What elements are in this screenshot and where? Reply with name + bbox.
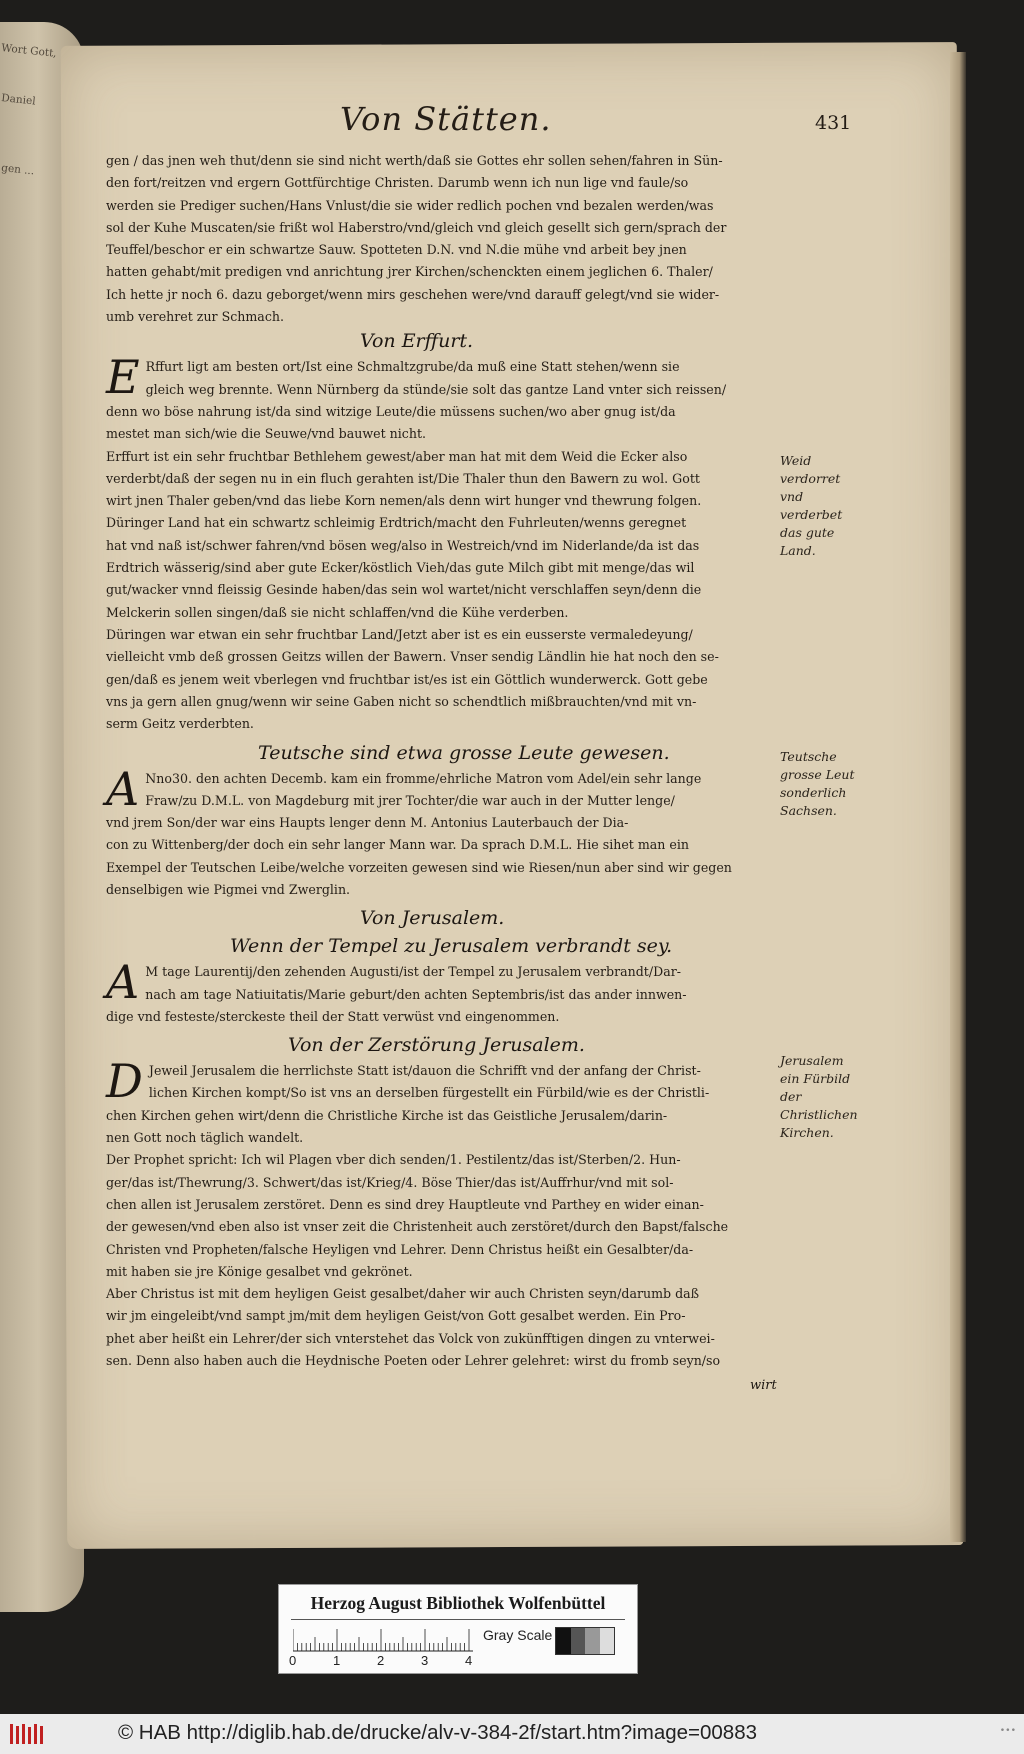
text-line: chen Kirchen gehen wirt/denn die Christliche Kirche ist das Geistliche Jerusalem/darin- — [106, 1107, 668, 1123]
gray-swatch — [571, 1628, 586, 1654]
text-line: wir jm eingeleibt/vnd sampt jm/mit dem heyligen Geist/von Gott gesalbet werden. Ein Pro- — [106, 1308, 686, 1324]
card-divider — [291, 1619, 625, 1620]
library-color-card — [278, 1584, 638, 1674]
text-line: sol der Kuhe Muscaten/sie frißt wol Haberstro/vnd/gleich vnd gleich gesellt sich gern/sprach der — [106, 219, 727, 235]
text-line: Exempel der Teutschen Leibe/welche vorzeiten gewesen sind wie Riesen/nun aber sind wir gegen — [106, 859, 732, 875]
text-line: serm Geitz verderbten. — [106, 716, 254, 732]
drop-capital: A — [106, 761, 140, 816]
text-line: werden sie Prediger suchen/Hans Vnlust/die sie wider redlich pochen vnd bezalen werden/was — [106, 197, 714, 213]
gray-swatch — [556, 1628, 571, 1654]
left-page-fragment: Wort Gott, — [0, 42, 58, 60]
text-line: gen / das jnen weh thut/denn sie sind nicht werth/daß sie Gottes ehr sollen sehen/fahren in Sün- — [106, 153, 723, 168]
ruler-number: 3 — [421, 1653, 429, 1668]
text-line: Düringen war etwan ein sehr fruchtbar Land/Jetzt aber ist es ein eusserste vermaledeyung/ — [106, 626, 693, 642]
page-edge — [950, 52, 966, 1542]
text-line: Aber Christus ist mit dem heyligen Geist gesalbet/daher wir auch Christen seyn/darumb daß — [106, 1286, 700, 1302]
section-text-block — [106, 761, 786, 902]
drop-capital: A — [106, 955, 140, 1010]
gray-scale-label: Gray Scale — [483, 1627, 553, 1643]
text-line: denselbigen wie Pigmei vnd Zwerglin. — [106, 881, 351, 897]
section-text-block — [106, 1054, 786, 1372]
section-heading: Von Erffurt. — [360, 330, 474, 353]
drop-capital: D — [106, 1054, 143, 1109]
margin-note: Weid verdorret vnd verderbet das gute Land. — [780, 453, 843, 558]
text-line: lichen Kirchen kompt/So ist vns an derselben fürgestellt ein Fürbild/wie es der Christli- — [148, 1085, 710, 1101]
text-line: den fort/reitzen vnd ergern Gottfürchtige Christen. Darumb wenn ich nun lige vnd faule/so — [106, 175, 689, 191]
text-line: con zu Wittenberg/der doch ein sehr langer Mann war. Da sprach D.M.L. Hie sihet man ein — [106, 837, 690, 853]
text-line: sen. Denn also haben auch die Heydnische Poeten oder Lehrer gelehret: wirst du fromb seyn/so — [106, 1353, 721, 1369]
text-line: ger/das ist/Thewrung/3. Schwert/das ist/Krieg/4. Böse Thier/das ist/Auffrhur/vnd mit sol- — [106, 1174, 674, 1190]
text-line: dige vnd festeste/sterckeste theil der Statt verwüst vnd eingenommen. — [106, 1008, 560, 1024]
text-line: denn wo böse nahrung ist/da sind witzige Leute/die müssens suchen/wo aber gnug ist/da — [106, 403, 676, 419]
text-line: Nno30. den achten Decemb. kam ein fromme/ehrliche Matron vom Adel/ein sehr lange — [145, 770, 702, 786]
left-page-fragment: gen ... — [0, 162, 35, 178]
text-line: Teuffel/beschor er ein schwartze Sauw. Spotteten D.N. vnd N.die mühe vnd arbeit bey jnen — [106, 242, 687, 258]
text-line: nach am tage Natiuitatis/Marie geburt/den achten Septembris/ist das ander innwen- — [145, 986, 687, 1002]
ruler-number: 0 — [289, 1653, 297, 1668]
text-line: Der Prophet spricht: Ich wil Plagen vber dich senden/1. Pestilentz/das ist/Sterben/2. Hun- — [106, 1152, 681, 1168]
intro-text-block — [106, 150, 786, 328]
left-page-fragment: Daniel — [0, 92, 37, 108]
section-text-block — [106, 955, 786, 1028]
section-heading: Von Jerusalem. — [360, 907, 505, 930]
drop-capital: E — [106, 350, 140, 405]
text-line: nen Gott noch täglich wandelt. — [106, 1130, 304, 1146]
text-line: Jeweil Jerusalem die herrlichste Statt ist/dauon die Schrifft vnd der anfang der Christ- — [148, 1063, 701, 1079]
gray-swatch — [585, 1628, 600, 1654]
text-line: wirt jnen Thaler geben/vnd das liebe Korn nemen/als denn wirt hunger vnd thewrung folgen. — [106, 493, 702, 509]
text-line: vielleicht vmb deß grossen Geitzs willen der Bawern. Vnser sendig Ländlin hie hat noch den se- — [106, 649, 719, 665]
section-heading: Wenn der Tempel zu Jerusalem verbrandt sey. — [230, 935, 673, 958]
section-heading: Von der Zerstörung Jerusalem. — [288, 1034, 585, 1057]
text-line: Düringer Land hat ein schwartz schleimig Erdtrich/macht den Fuhrleuten/wenns geregnet — [106, 515, 687, 531]
text-line: mit haben sie jre Könige gesalbet vnd gekrönet. — [106, 1263, 413, 1279]
text-line: umb verehret zur Schmach. — [106, 309, 284, 325]
text-line: vnd jrem Son/der war eins Haupts lenger denn M. Antonius Lauterbauch der Dia- — [106, 815, 629, 831]
text-line: Fraw/zu D.M.L. von Magdeburg mit jrer Tochter/die war auch in der Mutter lenge/ — [145, 792, 675, 808]
text-line: gleich weg brennte. Wenn Nürnberg da stünde/sie solt das gantze Land vnter sich reissen/ — [145, 381, 727, 397]
section-heading: Teutsche sind etwa grosse Leute gewesen. — [258, 741, 670, 764]
text-line: chen allen ist Jerusalem zerstöret. Denn es sind drey Hauptleute vnd Parthey en wider einan- — [106, 1196, 704, 1212]
catchword: wirt — [750, 1378, 777, 1394]
text-line: Ich hette jr noch 6. dazu geborget/wenn mirs geschehen were/vnd darauff gelegt/vnd sie wider- — [106, 286, 720, 302]
margin-note: Jerusalem ein Fürbild der Christlichen Kirchen. — [780, 1053, 858, 1140]
ruler-number: 2 — [377, 1653, 385, 1668]
text-line: gut/wacker vnnd fleissig Gesinde haben/das sein wol wartet/nicht verschlaffen seyn/denn die — [106, 582, 702, 598]
hab-logo-icon — [8, 1722, 48, 1746]
text-line: Melckerin sollen singen/daß sie nicht schlaffen/vnd die Kühe verderben. — [106, 604, 569, 620]
text-line: Rffurt ligt am besten ort/Ist eine Schmaltzgrube/da muß eine Statt stehen/wenn sie — [145, 359, 680, 375]
page-number: 431 — [815, 112, 852, 134]
text-line: M tage Laurentij/den zehenden Augusti/ist der Tempel zu Jerusalem verbrandt/Dar- — [145, 964, 681, 980]
ruler-number: 1 — [333, 1653, 341, 1668]
section-text-block — [106, 350, 786, 735]
text-line: mestet man sich/wie die Seuwe/vnd bauwet nicht. — [106, 426, 427, 442]
text-line: vns ja gern allen gnug/wenn wir seine Gaben nicht so schendtlich mißbrauchten/vnd mit vn- — [106, 693, 697, 709]
ruler-scale — [293, 1627, 473, 1653]
footer-bar — [0, 1714, 1024, 1754]
page-header-title: Von Stätten. — [340, 100, 552, 138]
margin-note: Teutsche grosse Leut sonderlich Sachsen. — [780, 749, 855, 818]
text-line: Christen vnd Propheten/falsche Heyligen vnd Lehrer. Denn Christus heißt ein Gesalbter/da- — [106, 1241, 694, 1257]
text-line: der gewesen/vnd eben also ist vnser zeit die Christenheit auch zerstöret/durch den Bapst/falsche — [106, 1219, 729, 1235]
text-line: gen/daß es jenem weit vberlegen vnd fruchtbar ist/es ist ein Göttlich wunderwerck. Gott gebe — [106, 671, 708, 687]
gray-scale-bar — [555, 1627, 615, 1655]
text-line: phet aber heißt ein Lehrer/der sich vnterstehet das Volck von zukünfftigen dingen zu vnterwei- — [106, 1330, 715, 1346]
ruler-number: 4 — [465, 1653, 473, 1668]
footer-dots: ••• — [999, 1726, 1016, 1736]
footer-url-text: © HAB http://diglib.hab.de/drucke/alv-v-384-2f/start.htm?image=00883 — [118, 1721, 757, 1744]
library-name: Herzog August Bibliothek Wolfenbüttel — [310, 1593, 606, 1613]
text-line: Erffurt ist ein sehr fruchtbar Bethlehem gewest/aber man hat mit dem Weid die Ecker also — [106, 448, 688, 464]
text-line: Erdtrich wässerig/sind aber gute Ecker/köstlich Vieh/das gute Milch gibt mit menge/das wil — [106, 560, 695, 576]
text-line: verderbt/daß der segen nu in ein fluch gerahten ist/Die Thaler thun den Bawern zu wol. Gott — [106, 470, 700, 486]
text-line: hatten gehabt/mit predigen vnd anrichtung jrer Kirchen/schenckten einem jeglichen 6. Thaler/ — [106, 264, 713, 280]
text-line: hat vnd naß ist/schwer fahren/vnd bösen weg/also in Westreich/vnd im Niderlande/da ist das — [106, 537, 700, 553]
gray-swatch — [600, 1628, 615, 1654]
